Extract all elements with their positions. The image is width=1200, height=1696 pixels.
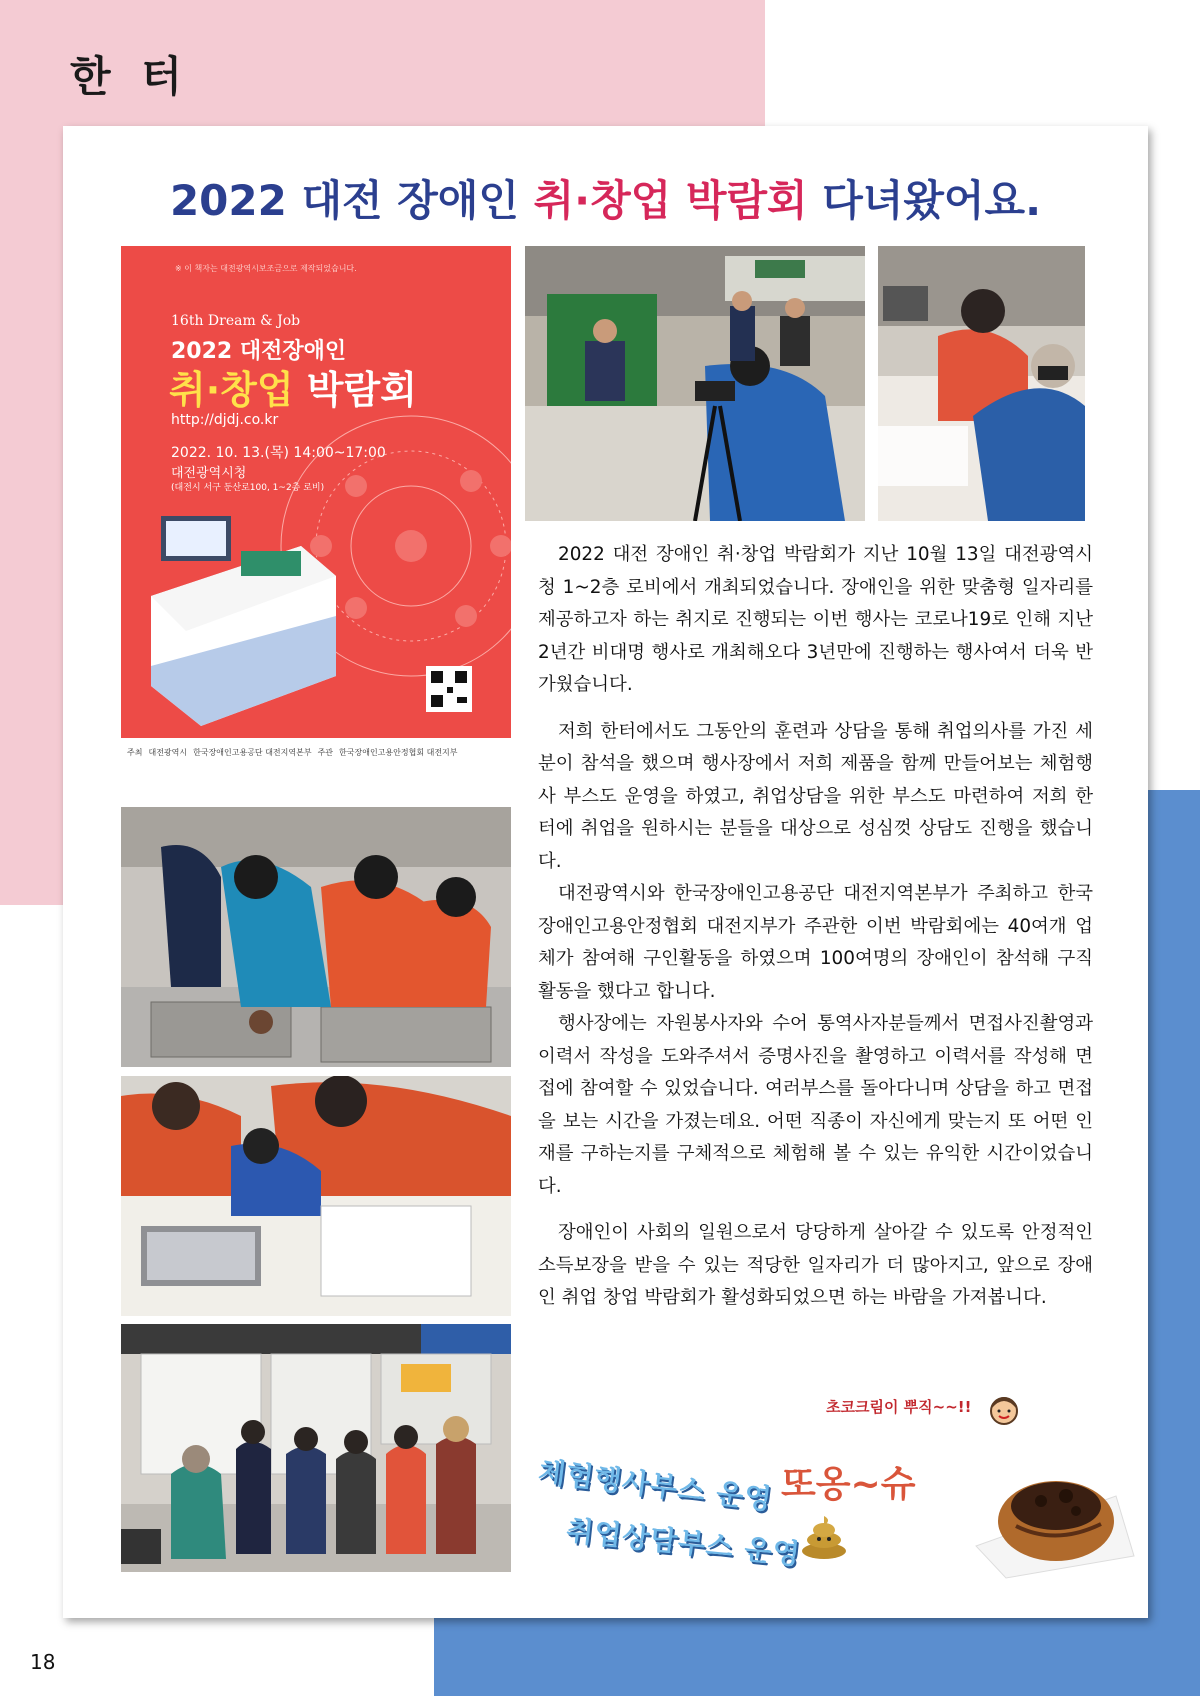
title-part2: 다녀왔어요.: [807, 176, 1042, 225]
paragraph-2: 저희 한터에서도 그동안의 훈련과 상담을 통해 취업의사를 가진 세분이 참석을 했으며 행사장에서 저희 제품을 함께 만들어보는 체험행사 부스도 운영을 하였고, 취업상담을 위한 부스도 마련하여 저희 한터에 취업을 원하시는 분들을 대상으로 성심껏 상담도 진행을 했습니다.: [538, 720, 1093, 872]
poster-url: http://djdj.co.kr: [171, 412, 279, 428]
poster-year-title: 2022 대전장애인: [171, 339, 347, 364]
photo-experience-booth: [121, 807, 511, 1067]
photo-consultation-desk: [121, 1076, 511, 1316]
poster-footer: [121, 738, 511, 766]
article-card: [63, 126, 1148, 1618]
photo-portrait-booth: [525, 246, 865, 521]
poster-main-title: [169, 359, 417, 414]
poop-icon: [794, 1506, 854, 1561]
paragraph-5: 장애인이 사회의 일원으로서 당당하게 살아갈 수 있도록 안정적인 소득보장을 받을 수 있는 적당한 일자리가 더 많아지고, 앞으로 장애인 취업 창업 박람회가 활성화되었으면 하는 바람을 가져봅니다.: [538, 1222, 1093, 1308]
poster-footer-org-label: 주관: [317, 747, 334, 757]
title-highlight: 취·창업 박람회: [533, 176, 808, 225]
article-title: [63, 168, 1148, 228]
poster-place: 대전광역시청: [171, 466, 247, 481]
page-number: 18: [30, 1650, 56, 1674]
poster-date: 2022. 10. 13.(목) 14:00~17:00: [171, 445, 386, 461]
booth-consult-sticker: 취업상담부스 운영: [564, 1513, 803, 1572]
poster-footer-host2: 한국장애인고용공단 대전지역본부: [193, 747, 312, 757]
sticker-area: [526, 1396, 1136, 1586]
smiley-face-icon: [989, 1396, 1019, 1426]
choco-pastry-photo: [966, 1436, 1136, 1581]
poster-notice: ※ 이 책자는 대전광역시보조금으로 제작되었습니다.: [175, 264, 357, 273]
article-body: [538, 539, 1093, 1315]
exclaim-sticker: 또옹~슈: [781, 1464, 916, 1505]
poster-footer-org: 한국장애인고용안정협회 대전지부: [339, 747, 458, 757]
poster-main-title-a: 취·창업: [169, 368, 294, 412]
paragraph-1: 2022 대전 장애인 취·창업 박람회가 지난 10월 13일 대전광역시청 1~2층 로비에서 개최되었습니다. 장애인을 위한 맞춤형 일자리를 제공하고자 하는 취지로 진행되는 이번 행사는 코로나19로 인해 지난 2년간 비대명 행사로 개최해오다 3년만에 진행하는 행사여서 더욱 반가웠습니다.: [538, 544, 1093, 695]
title-part1: 2022 대전 장애인: [169, 176, 534, 225]
photo-exhibition-hall: [121, 1324, 511, 1572]
paragraph-4: 행사장에는 자원봉사자와 수어 통역사자분들께서 면접사진촬영과 이력서 작성을 도와주셔서 증명사진을 촬영하고 이력서를 작성해 면접에 참여할 수 있었습니다. 여러부스를 돌아다니며 상담을 하고 면접을 보는 시간을 가졌는데요. 어떤 직종이 자신에게 맞는지 또 어떤 인재를 구하는지를 구체적으로 체험해 볼 수 있는 유익한 시간이었습니다.: [538, 1013, 1093, 1197]
poster-main-title-b: 박람회: [293, 368, 417, 412]
paragraph-3: 대전광역시와 한국장애인고용공단 대전지역본부가 주최하고 한국장애인고용안정협회 대전지부가 주관한 이번 박람회에는 40여개 업체가 참여해 구인활동을 하였으며 100여명의 장애인이 참석해 구직활동을 했다고 합니다.: [538, 883, 1093, 1002]
poster-footer-host1: 대전광역시: [148, 747, 188, 757]
section-label: 한 터: [70, 52, 190, 101]
booth-experience-sticker: 체험행사부스 운영: [536, 1454, 775, 1517]
poster-subtitle: 16th Dream & Job: [171, 313, 301, 329]
event-poster: [121, 246, 511, 766]
choco-caption: 초코크림이 뿌직~~!!: [826, 1398, 972, 1416]
photo-resume-help: [878, 246, 1085, 521]
poster-address: (대전시 서구 둔산로100, 1~2층 로비): [171, 483, 325, 493]
poster-footer-host-label: 주최: [127, 747, 143, 757]
